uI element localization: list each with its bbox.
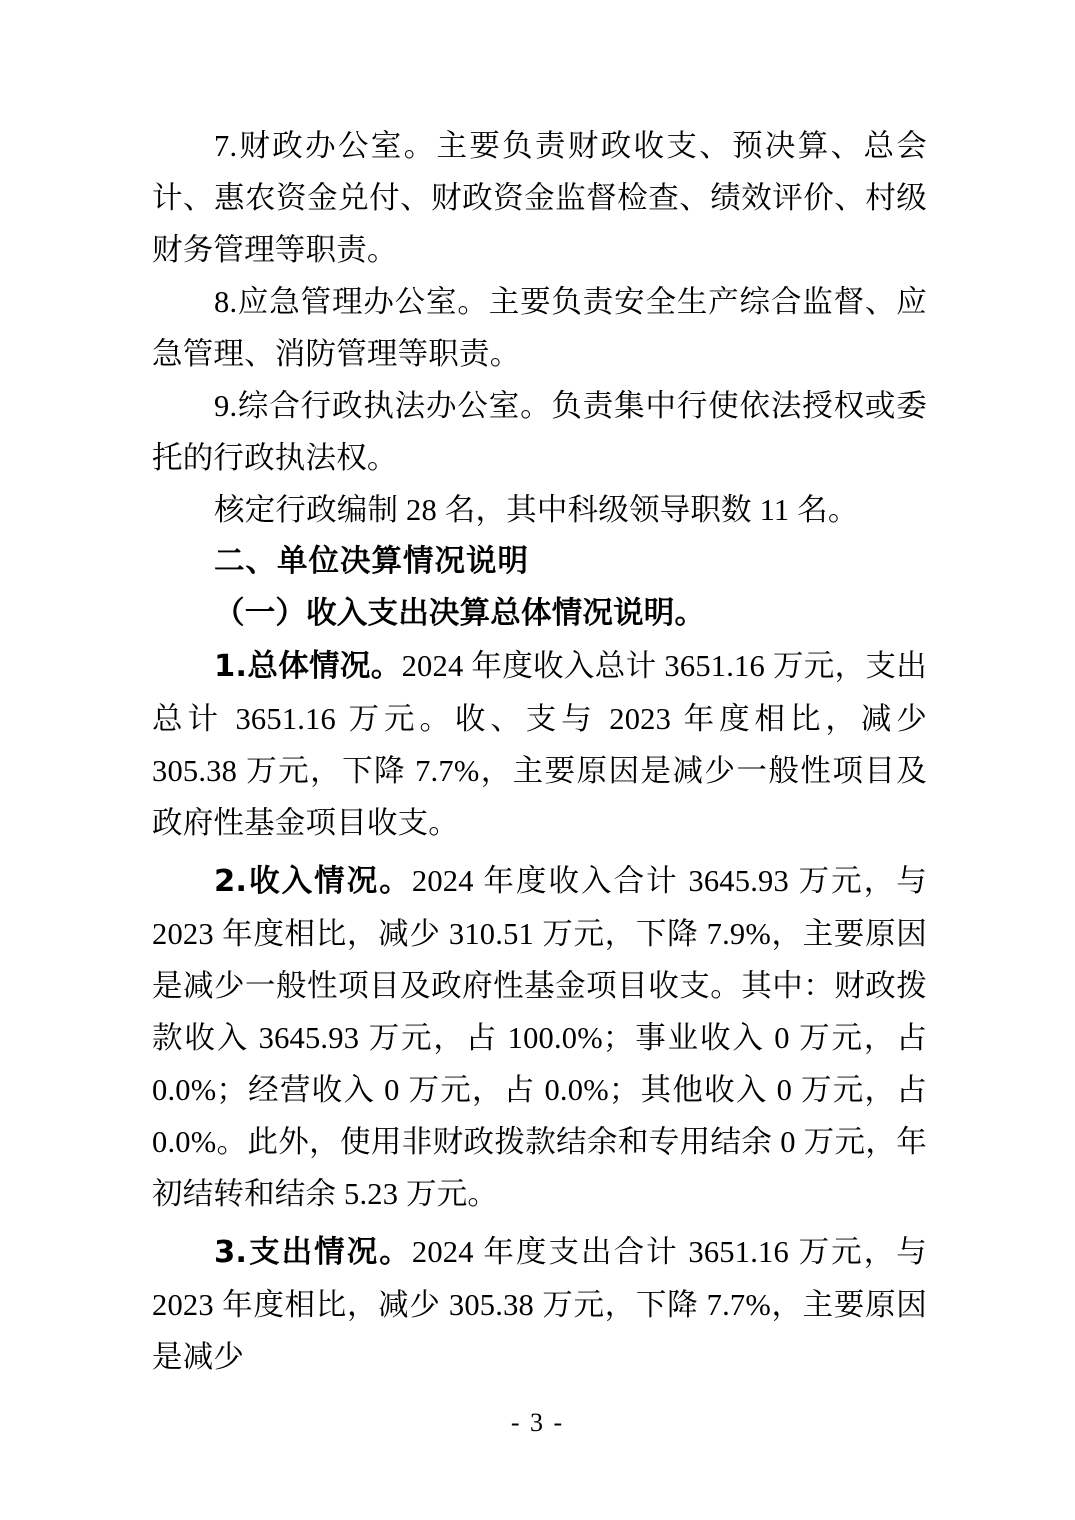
page-number: - 3 -	[510, 1408, 565, 1437]
paragraph-expenditure-text: 2024 年度支出合计 3651.16 万元，与 2023 年度相比，减少 305.38 万元，下降 7.7%，主要原因是减少	[152, 1235, 927, 1374]
section-heading-2: 二、单位决算情况说明	[214, 544, 529, 579]
paragraph-expenditure-lead: 3.支出情况。	[214, 1235, 412, 1270]
paragraph-dept-9: 9.综合行政执法办公室。负责集中行使依法授权或委托的行政执法权。	[152, 389, 927, 475]
paragraph-dept-7: 7.财政办公室。主要负责财政收支、预决算、总会计、惠农资金兑付、财政资金监督检查、绩效评价、村级财务管理等职责。	[152, 129, 927, 267]
paragraph-overall-situation	[152, 640, 927, 849]
paragraph-income-lead: 2.收入情况。	[214, 864, 412, 899]
subsection-heading-2-1: （一）收入支出决算总体情况说明。	[214, 596, 706, 631]
paragraph-income-situation	[152, 855, 927, 1220]
paragraph-staffing: 核定行政编制 28 名，其中科级领导职数 11 名。	[214, 493, 859, 527]
paragraph-income-text: 2024 年度收入合计 3645.93 万元，与 2023 年度相比，减少 310.51 万元，下降 7.9%，主要原因是减少一般性项目及政府性基金项目收支。其中：财政拨款收入 3645.93 万元，占 100.0%；事业收入 0 万元，占 0.0%；经营收入 0 万元，占 0.0%；其他收入 0 万元，占 0.0%。此外，使用非财政拨款结余和专用结余 0 万元，年初结转和结余 5.23 万元。	[152, 864, 927, 1211]
paragraph-overall-lead: 1.总体情况。	[214, 649, 402, 684]
paragraph-dept-8: 8.应急管理办公室。主要负责安全生产综合监督、应急管理、消防管理等职责。	[152, 285, 927, 371]
paragraph-overall-text: 2024 年度收入总计 3651.16 万元，支出总计 3651.16 万元。收、支与 2023 年度相比，减少 305.38 万元，下降 7.7%，主要原因是减少一般性项目及政府性基金项目收支。	[152, 649, 927, 840]
paragraph-expenditure-situation	[152, 1226, 927, 1383]
document-body	[152, 120, 927, 1383]
